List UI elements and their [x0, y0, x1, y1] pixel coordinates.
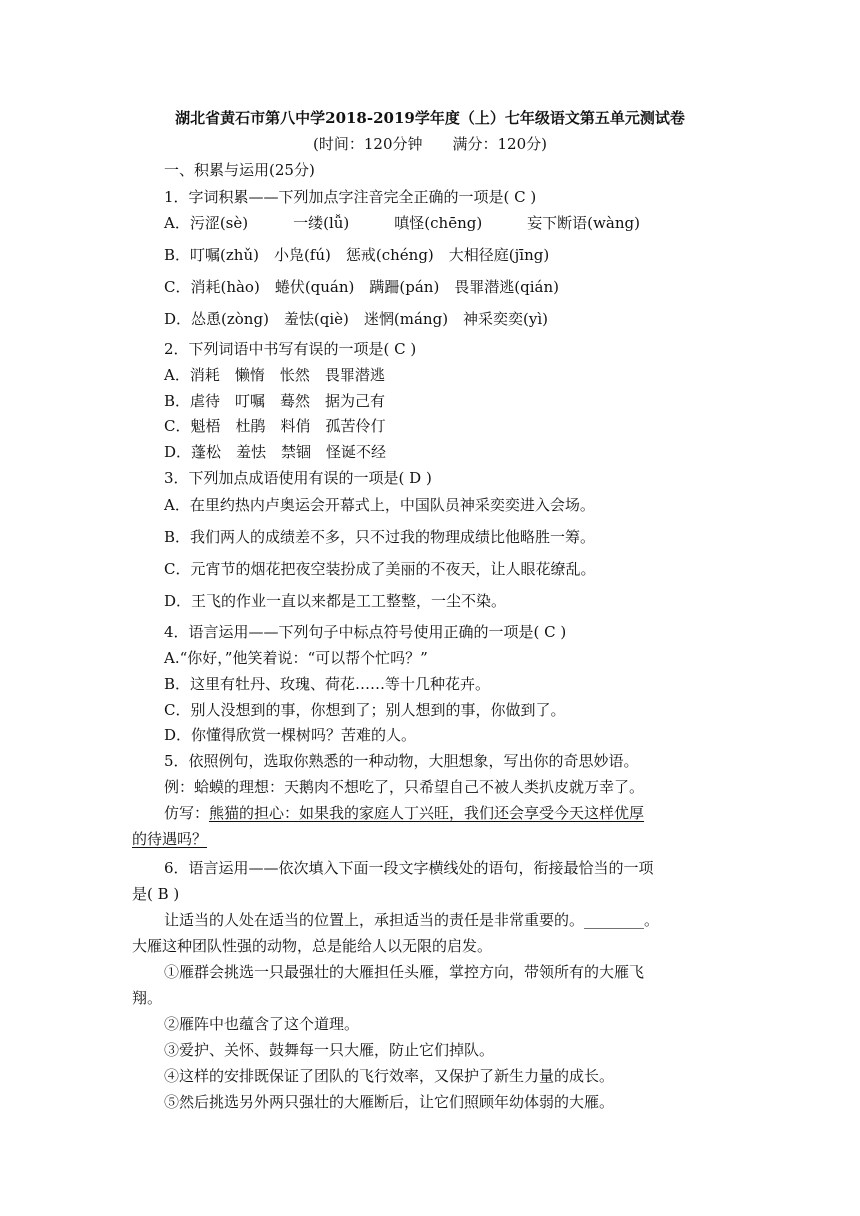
question-6-sentence-1-line-1: ①雁群会挑选一只最强壮的大雁担任头雁，掌控方向，带领所有的大雁飞	[164, 963, 645, 981]
question-4-option-b: B．这里有牡丹、玫瑰、荷花……等十几种花卉。	[164, 675, 491, 693]
section-heading: 一、积累与运用(25分)	[164, 161, 315, 179]
question-6-sentence-1-line-2: 翔。	[132, 989, 163, 1007]
question-1-option-c: C．消耗(hào) 蜷伏(quán) 蹒跚(pán) 畏罪潜逃(qián)	[164, 278, 560, 296]
question-1-option-d: D．怂恿(zòng) 羞怯(qiè) 迷惘(máng) 神采奕奕(yì)	[164, 310, 549, 328]
question-6-sentence-5: ⑤然后挑选另外两只强壮的大雁断后，让它们照顾年幼体弱的大雁。	[164, 1093, 615, 1111]
question-6-sentence-4: ④这样的安排既保证了团队的飞行效率，又保护了新生力量的成长。	[164, 1067, 615, 1085]
question-4-option-c: C．别人没想到的事，你想到了；别人想到的事，你做到了。	[164, 701, 566, 719]
question-6-stem-line-1: 6．语言运用——依次填入下面一段文字横线处的语句，衔接最恰当的一项	[164, 859, 654, 877]
question-5-stem: 5．依照例句，选取你熟悉的一种动物，大胆想象，写出你的奇思妙语。	[164, 752, 639, 770]
question-6-stem-line-2: 是( B )	[132, 885, 180, 903]
question-6-sentence-2: ②雁阵中也蕴含了这个道理。	[164, 1015, 360, 1033]
question-3-option-c: C．元宵节的烟花把夜空装扮成了美丽的不夜天，让人眼花缭乱。	[164, 560, 596, 578]
question-5-imitation	[164, 803, 644, 823]
question-4-option-a: A.“你好，”他笑着说：“可以帮个忙吗？”	[164, 649, 428, 667]
imitation-label: 仿写：	[164, 804, 210, 822]
question-3-stem: 3．下列加点成语使用有误的一项是( D )	[164, 469, 432, 487]
question-1-option-a: A．污涩(sè) 一缕(lǚ) 嗔怪(chēng) 妄下断语(wàng)	[164, 214, 640, 232]
question-5-example: 例：蛤蟆的理想：天鹅肉不想吃了，只希望自己不被人类扒皮就万幸了。	[164, 778, 645, 796]
imitation-answer-line-2: 的待遇吗？	[132, 830, 208, 848]
question-3-option-b: B．我们两人的成绩差不多，只不过我的物理成绩比他略胜一筹。	[164, 528, 596, 546]
question-1-stem: 1．字词积累——下列加点字注音完全正确的一项是( C )	[164, 188, 537, 206]
question-6-passage-line-1: 让适当的人处在适当的位置上，承担适当的责任是非常重要的。________。	[164, 911, 660, 929]
question-2-option-c: C．魁梧 杜鹃 料俏 孤苦伶仃	[164, 417, 386, 435]
question-6-sentence-3: ③爱护、关怀、鼓舞每一只大雁，防止它们掉队。	[164, 1041, 495, 1059]
question-6-passage-line-2: 大雁这种团队性强的动物，总是能给人以无限的启发。	[132, 937, 493, 955]
question-1-option-b: B．叮嘱(zhǔ) 小凫(fú) 惩戒(chéng) 大相径庭(jīng)	[164, 246, 550, 264]
question-2-option-b: B．虐待 叮嘱 蓦然 据为己有	[164, 392, 386, 410]
exam-subtitle: (时间：120分钟 满分：120分)	[313, 135, 547, 153]
question-4-option-d: D．你懂得欣赏一棵树吗？苦难的人。	[164, 726, 417, 744]
imitation-answer-line-1: 熊猫的担心：如果我的家庭人丁兴旺，我们还会享受今天这样优厚	[209, 804, 645, 822]
question-4-stem: 4．语言运用——下列句子中标点符号使用正确的一项是( C )	[164, 623, 567, 641]
question-3-option-d: D．王飞的作业一直以来都是工工整整，一尘不染。	[164, 592, 507, 610]
question-3-option-a: A．在里约热内卢奥运会开幕式上，中国队员神采奕奕进入会场。	[164, 496, 595, 514]
exam-title: 湖北省黄石市第八中学2018-2019学年度（上）七年级语文第五单元测试卷	[175, 109, 685, 127]
question-2-option-d: D．蓬松 羞怯 禁锢 怪诞不经	[164, 443, 387, 461]
question-2-option-a: A．消耗 懒惰 怅然 畏罪潜逃	[164, 366, 385, 384]
question-2-stem: 2．下列词语中书写有误的一项是( C )	[164, 340, 417, 358]
